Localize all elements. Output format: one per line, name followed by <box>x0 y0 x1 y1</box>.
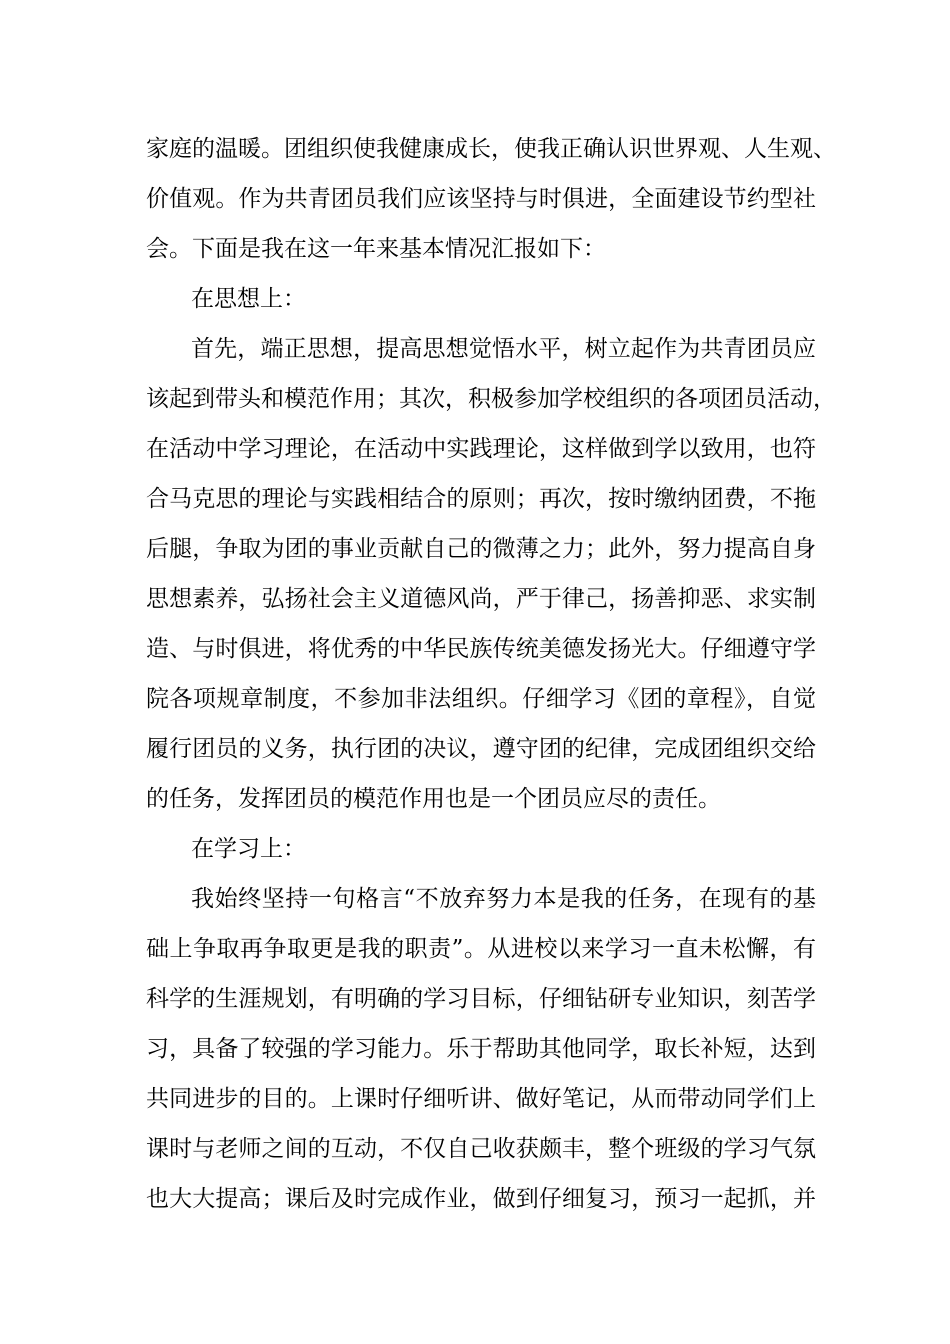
section-heading: 在思想上： <box>191 286 306 312</box>
section-heading: 在学习上： <box>191 836 306 862</box>
text-line: 该起到带头和模范作用；其次，积极参加学校组织的各项团员活动， <box>146 386 836 412</box>
text-line: 院各项规章制度，不参加非法组织。仔细学习《团的章程》，自觉 <box>146 686 816 712</box>
text-line: 首先，端正思想，提高思想觉悟水平，树立起作为共青团员应 <box>191 336 816 362</box>
text-line: 在活动中学习理论，在活动中实践理论，这样做到学以致用，也符 <box>146 436 816 462</box>
text-line: 的任务，发挥团员的模范作用也是一个团员应尽的责任。 <box>146 786 721 812</box>
text-line: 会。下面是我在这一年来基本情况汇报如下： <box>146 236 606 262</box>
text-line: 价值观。作为共青团员我们应该坚持与时俱进，全面建设节约型社 <box>146 186 816 212</box>
text-line: 后腿，争取为团的事业贡献自己的微薄之力；此外，努力提高自身 <box>146 536 816 562</box>
text-line: 家庭的温暖。团组织使我健康成长，使我正确认识世界观、人生观、 <box>146 136 836 162</box>
text-line: 也大大提高；课后及时完成作业，做到仔细复习，预习一起抓，并 <box>146 1186 816 1212</box>
text-line: 课时与老师之间的互动，不仅自己收获颇丰，整个班级的学习气氛 <box>146 1136 816 1162</box>
text-line: 共同进步的目的。上课时仔细听讲、做好笔记，从而带动同学们上 <box>146 1086 816 1112</box>
text-line: 合马克思的理论与实践相结合的原则；再次，按时缴纳团费，不拖 <box>146 486 816 512</box>
text-line: 础上争取再争取更是我的职责”。从进校以来学习一直未松懈，有 <box>146 936 816 962</box>
text-line: 造、与时俱进，将优秀的中华民族传统美德发扬光大。仔细遵守学 <box>146 636 816 662</box>
text-line: 习，具备了较强的学习能力。乐于帮助其他同学，取长补短，达到 <box>146 1036 816 1062</box>
text-line: 履行团员的义务，执行团的决议，遵守团的纪律，完成团组织交给 <box>146 736 816 762</box>
text-line: 科学的生涯规划，有明确的学习目标，仔细钻研专业知识，刻苦学 <box>146 986 816 1012</box>
text-line: 思想素养，弘扬社会主义道德风尚，严于律己，扬善抑恶、求实制 <box>146 586 816 612</box>
text-line: 我始终坚持一句格言“不放弃努力本是我的任务，在现有的基 <box>191 886 816 912</box>
